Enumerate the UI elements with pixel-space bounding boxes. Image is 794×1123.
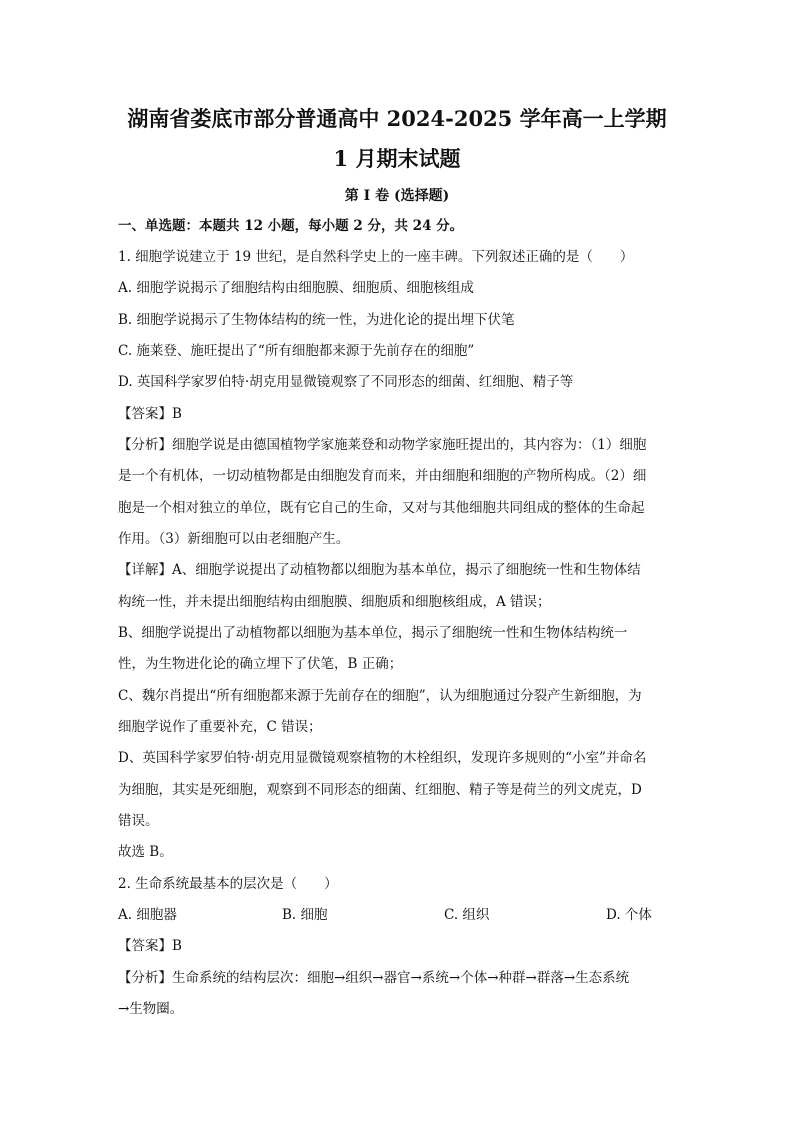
question-1-conclusion: 故选 B。 [118,844,173,860]
part-heading: 一、单选题：本题共 12 小题，每小题 2 分，共 24 分。 [118,218,464,234]
question-1-detail-line: 构统一性，并未提出细胞结构由细胞膜、细胞质和细胞核组成，A 错误； [118,594,551,610]
question-2-stem: 2. 生命系统最基本的层次是（ ） [118,876,338,892]
question-1-analysis-line: 作用。（3）新细胞可以由老细胞产生。 [118,531,350,547]
question-1-detail-line: 细胞学说作了重要补充，C 错误； [118,719,322,735]
question-1-stem: 1. 细胞学说建立于 19 世纪，是自然科学史上的一座丰碑。下列叙述正确的是（ ） [118,249,634,265]
question-2-analysis-line: 【分析】生命系统的结构层次：细胞→组织→器官→系统→个体→种群→群落→生态系统 [118,970,630,986]
question-1-detail-line: B、细胞学说提出了动植物都以细胞为基本单位，揭示了细胞统一性和生物体结构统一 [118,625,628,641]
title-line-2: 1 月期末试题 [333,146,461,171]
question-1-option-d: D. 英国科学家罗伯特·胡克用显微镜观察了不同形态的细菌、红细胞、精子等 [118,374,574,390]
question-1-analysis-line: 是一个有机体，一切动植物都是由细胞发育而来，并由细胞和细胞的产物所构成。（2）细 [118,468,647,484]
section-title: 第 I 卷 (选择题) [344,188,450,204]
question-1-option-c: C. 施莱登、施旺提出了“所有细胞都来源于先前存在的细胞” [118,343,475,359]
question-2-option-a: A. 细胞器 [118,907,177,923]
question-2-option-b: B. 细胞 [282,907,328,923]
question-2-option-c: C. 组织 [444,907,490,923]
question-1-option-b: B. 细胞学说揭示了生物体结构的统一性，为进化论的提出埋下伏笔 [118,312,515,328]
question-1-detail-line: 错误。 [118,813,159,829]
question-1-option-a: A. 细胞学说揭示了细胞结构由细胞膜、细胞质、细胞核组成 [118,280,474,296]
title-line-1: 湖南省娄底市部分普通高中 2024-2025 学年高一上学期 [127,106,667,131]
question-1-detail-line: D、英国科学家罗伯特·胡克用显微镜观察植物的木栓组织，发现许多规则的“小室”并命名 [118,750,647,766]
question-1-answer: 【答案】B [118,406,182,422]
question-1-analysis-line: 【分析】细胞学说是由德国植物学家施莱登和动物学家施旺提出的，其内容为：（1）细胞 [118,437,647,453]
question-2-answer: 【答案】B [118,938,182,954]
question-2-analysis-line: →生物圈。 [118,1001,184,1017]
question-1-detail-line: C、魏尔肖提出“所有细胞都来源于先前存在的细胞”，认为细胞通过分裂产生新细胞，为 [118,688,642,704]
question-1-analysis-line: 胞是一个相对独立的单位，既有它自己的生命，又对与其他细胞共同组成的整体的生命起 [118,500,645,516]
question-1-detail-line: 【详解】A、细胞学说提出了动植物都以细胞为基本单位，揭示了细胞统一性和生物体结 [118,562,641,578]
question-1-detail-line: 为细胞，其实是死细胞，观察到不同形态的细菌、红细胞、精子等是荷兰的列文虎克，D [118,782,642,798]
question-1-detail-line: 性，为生物进化论的确立埋下了伏笔，B 正确； [118,656,403,672]
question-2-option-d: D. 个体 [606,907,652,923]
